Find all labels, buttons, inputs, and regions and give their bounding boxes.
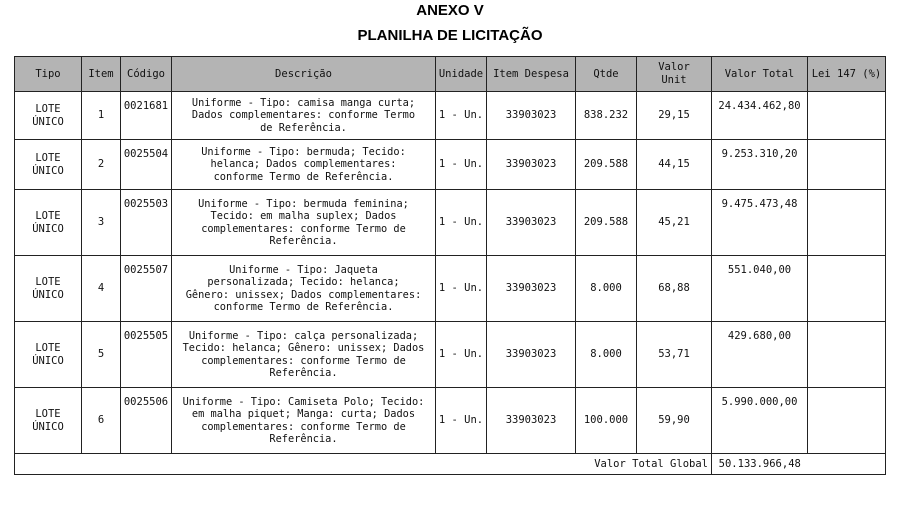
cell-qtde: 209.588 xyxy=(576,140,637,190)
cell-lei-147 xyxy=(808,388,886,454)
cell-tipo xyxy=(15,256,82,322)
header-row xyxy=(15,57,886,92)
cell-tipo xyxy=(15,190,82,256)
description-line: conforme Termo de Referência. xyxy=(213,300,394,313)
cell-unidade: 1 - Un. xyxy=(436,140,487,190)
col-header-unidade: Unidade xyxy=(436,57,487,92)
description-line: de Referência. xyxy=(260,121,347,134)
cell-lei-147 xyxy=(808,140,886,190)
cell-descricao xyxy=(172,322,436,388)
cell-unidade: 1 - Un. xyxy=(436,190,487,256)
cell-item-despesa: 33903023 xyxy=(487,190,576,256)
tipo-line2: ÚNICO xyxy=(32,288,64,301)
description-line: helanca; Dados complementares: xyxy=(210,158,397,171)
table-row xyxy=(15,140,886,190)
cell-valor-unit: 68,88 xyxy=(637,256,712,322)
description-line: complementares: conforme Termo de xyxy=(201,354,406,367)
tipo-line2: ÚNICO xyxy=(32,420,64,433)
cell-codigo: 0025503 xyxy=(121,190,172,256)
cell-valor-unit: 45,21 xyxy=(637,190,712,256)
cell-codigo: 0025505 xyxy=(121,322,172,388)
col-header-lei-147: Lei 147 (%) xyxy=(808,57,886,92)
cell-tipo xyxy=(15,140,82,190)
table-row xyxy=(15,256,886,322)
description-line: Referência. xyxy=(269,234,338,247)
col-header-valor-total: Valor Total xyxy=(712,57,808,92)
description-line: Uniforme - Tipo: camisa manga curta; xyxy=(191,96,416,109)
col-header-valor-unit xyxy=(637,57,712,92)
table-body xyxy=(15,92,886,454)
cell-descricao xyxy=(172,92,436,140)
cell-lei-147 xyxy=(808,190,886,256)
description-line: Uniforme - Tipo: calça personalizada; xyxy=(188,329,419,342)
cell-tipo xyxy=(15,388,82,454)
col-header-item-despesa: Item Despesa xyxy=(487,57,576,92)
tipo-line1: LOTE xyxy=(35,276,61,288)
description-line: Uniforme - Tipo: bermuda; Tecido: xyxy=(201,145,406,158)
description-line: Referência. xyxy=(269,366,338,379)
col-header-codigo: Código xyxy=(121,57,172,92)
tipo-line1: LOTE xyxy=(35,342,61,354)
tipo-line1: LOTE xyxy=(35,103,61,115)
cell-valor-total: 24.434.462,80 xyxy=(712,92,808,140)
cell-codigo: 0025506 xyxy=(121,388,172,454)
tipo-line2: ÚNICO xyxy=(32,222,64,235)
cell-tipo xyxy=(15,322,82,388)
description-line: Gênero: unissex; Dados complementares: xyxy=(185,288,422,301)
tipo-line2: ÚNICO xyxy=(32,164,64,177)
cell-unidade: 1 - Un. xyxy=(436,388,487,454)
description-line: personalizada; Tecido: helanca; xyxy=(207,276,400,289)
cell-descricao xyxy=(172,140,436,190)
cell-item: 6 xyxy=(82,388,121,454)
cell-unidade: 1 - Un. xyxy=(436,92,487,140)
col-header-item: Item xyxy=(82,57,121,92)
cell-valor-total: 551.040,00 xyxy=(712,256,808,322)
description-line: Uniforme - Tipo: Jaqueta xyxy=(229,263,378,276)
cell-qtde: 838.232 xyxy=(576,92,637,140)
cell-descricao xyxy=(172,190,436,256)
cell-qtde: 8.000 xyxy=(576,256,637,322)
cell-item: 2 xyxy=(82,140,121,190)
cell-item-despesa: 33903023 xyxy=(487,92,576,140)
valor-unit-line2: Unit xyxy=(661,74,687,86)
cell-codigo: 0021681 xyxy=(121,92,172,140)
cell-qtde: 100.000 xyxy=(576,388,637,454)
cell-item: 4 xyxy=(82,256,121,322)
col-header-descricao: Descrição xyxy=(172,57,436,92)
cell-item-despesa: 33903023 xyxy=(487,388,576,454)
description-line: complementares: conforme Termo de xyxy=(201,420,406,433)
cell-valor-total: 9.253.310,20 xyxy=(712,140,808,190)
tipo-line1: LOTE xyxy=(35,152,61,164)
description-line: Uniforme - Tipo: bermuda feminina; xyxy=(198,197,409,210)
footer-row xyxy=(15,454,886,475)
cell-qtde: 8.000 xyxy=(576,322,637,388)
description-line: Tecido: helanca; Gênero: unissex; Dados xyxy=(182,342,425,355)
cell-tipo xyxy=(15,92,82,140)
description-line: complementares: conforme Termo de xyxy=(201,222,406,235)
description-line: Tecido: em malha suplex; Dados xyxy=(210,210,397,223)
cell-qtde: 209.588 xyxy=(576,190,637,256)
valor-unit-line1: Valor xyxy=(658,61,690,73)
description-line: Dados complementares: conforme Termo xyxy=(191,109,416,122)
cell-valor-total: 5.990.000,00 xyxy=(712,388,808,454)
tipo-line2: ÚNICO xyxy=(32,115,64,128)
cell-item-despesa: 33903023 xyxy=(487,140,576,190)
document-title: PLANILHA DE LICITAÇÃO xyxy=(357,27,543,44)
tipo-line1: LOTE xyxy=(35,210,61,222)
cell-item: 1 xyxy=(82,92,121,140)
cell-valor-unit: 29,15 xyxy=(637,92,712,140)
description-line: conforme Termo de Referência. xyxy=(213,170,394,183)
tipo-line1: LOTE xyxy=(35,408,61,420)
cell-descricao xyxy=(172,388,436,454)
bid-spreadsheet xyxy=(14,56,886,475)
cell-codigo: 0025504 xyxy=(121,140,172,190)
cell-unidade: 1 - Un. xyxy=(436,256,487,322)
table-row xyxy=(15,92,886,140)
cell-lei-147 xyxy=(808,92,886,140)
cell-valor-total: 9.475.473,48 xyxy=(712,190,808,256)
cell-lei-147 xyxy=(808,256,886,322)
cell-valor-unit: 44,15 xyxy=(637,140,712,190)
annex-heading: ANEXO V xyxy=(416,2,484,19)
table-row xyxy=(15,322,886,388)
cell-item-despesa: 33903023 xyxy=(487,322,576,388)
total-global-value: 50.133.966,48 xyxy=(712,454,808,475)
cell-descricao xyxy=(172,256,436,322)
description-line: em malha piquet; Manga: curta; Dados xyxy=(191,408,416,421)
cell-unidade: 1 - Un. xyxy=(436,322,487,388)
description-line: Uniforme - Tipo: Camiseta Polo; Tecido: xyxy=(182,395,425,408)
table-row xyxy=(15,190,886,256)
col-header-qtde: Qtde xyxy=(576,57,637,92)
total-global-label: Valor Total Global xyxy=(15,454,712,475)
cell-lei-147 xyxy=(808,322,886,388)
cell-codigo: 0025507 xyxy=(121,256,172,322)
col-header-tipo: Tipo xyxy=(15,57,82,92)
cell-valor-total: 429.680,00 xyxy=(712,322,808,388)
cell-item-despesa: 33903023 xyxy=(487,256,576,322)
cell-valor-unit: 59,90 xyxy=(637,388,712,454)
cell-item: 3 xyxy=(82,190,121,256)
table-row xyxy=(15,388,886,454)
description-line: Referência. xyxy=(269,432,338,445)
cell-valor-unit: 53,71 xyxy=(637,322,712,388)
total-global-empty xyxy=(808,454,886,475)
cell-item: 5 xyxy=(82,322,121,388)
tipo-line2: ÚNICO xyxy=(32,354,64,367)
